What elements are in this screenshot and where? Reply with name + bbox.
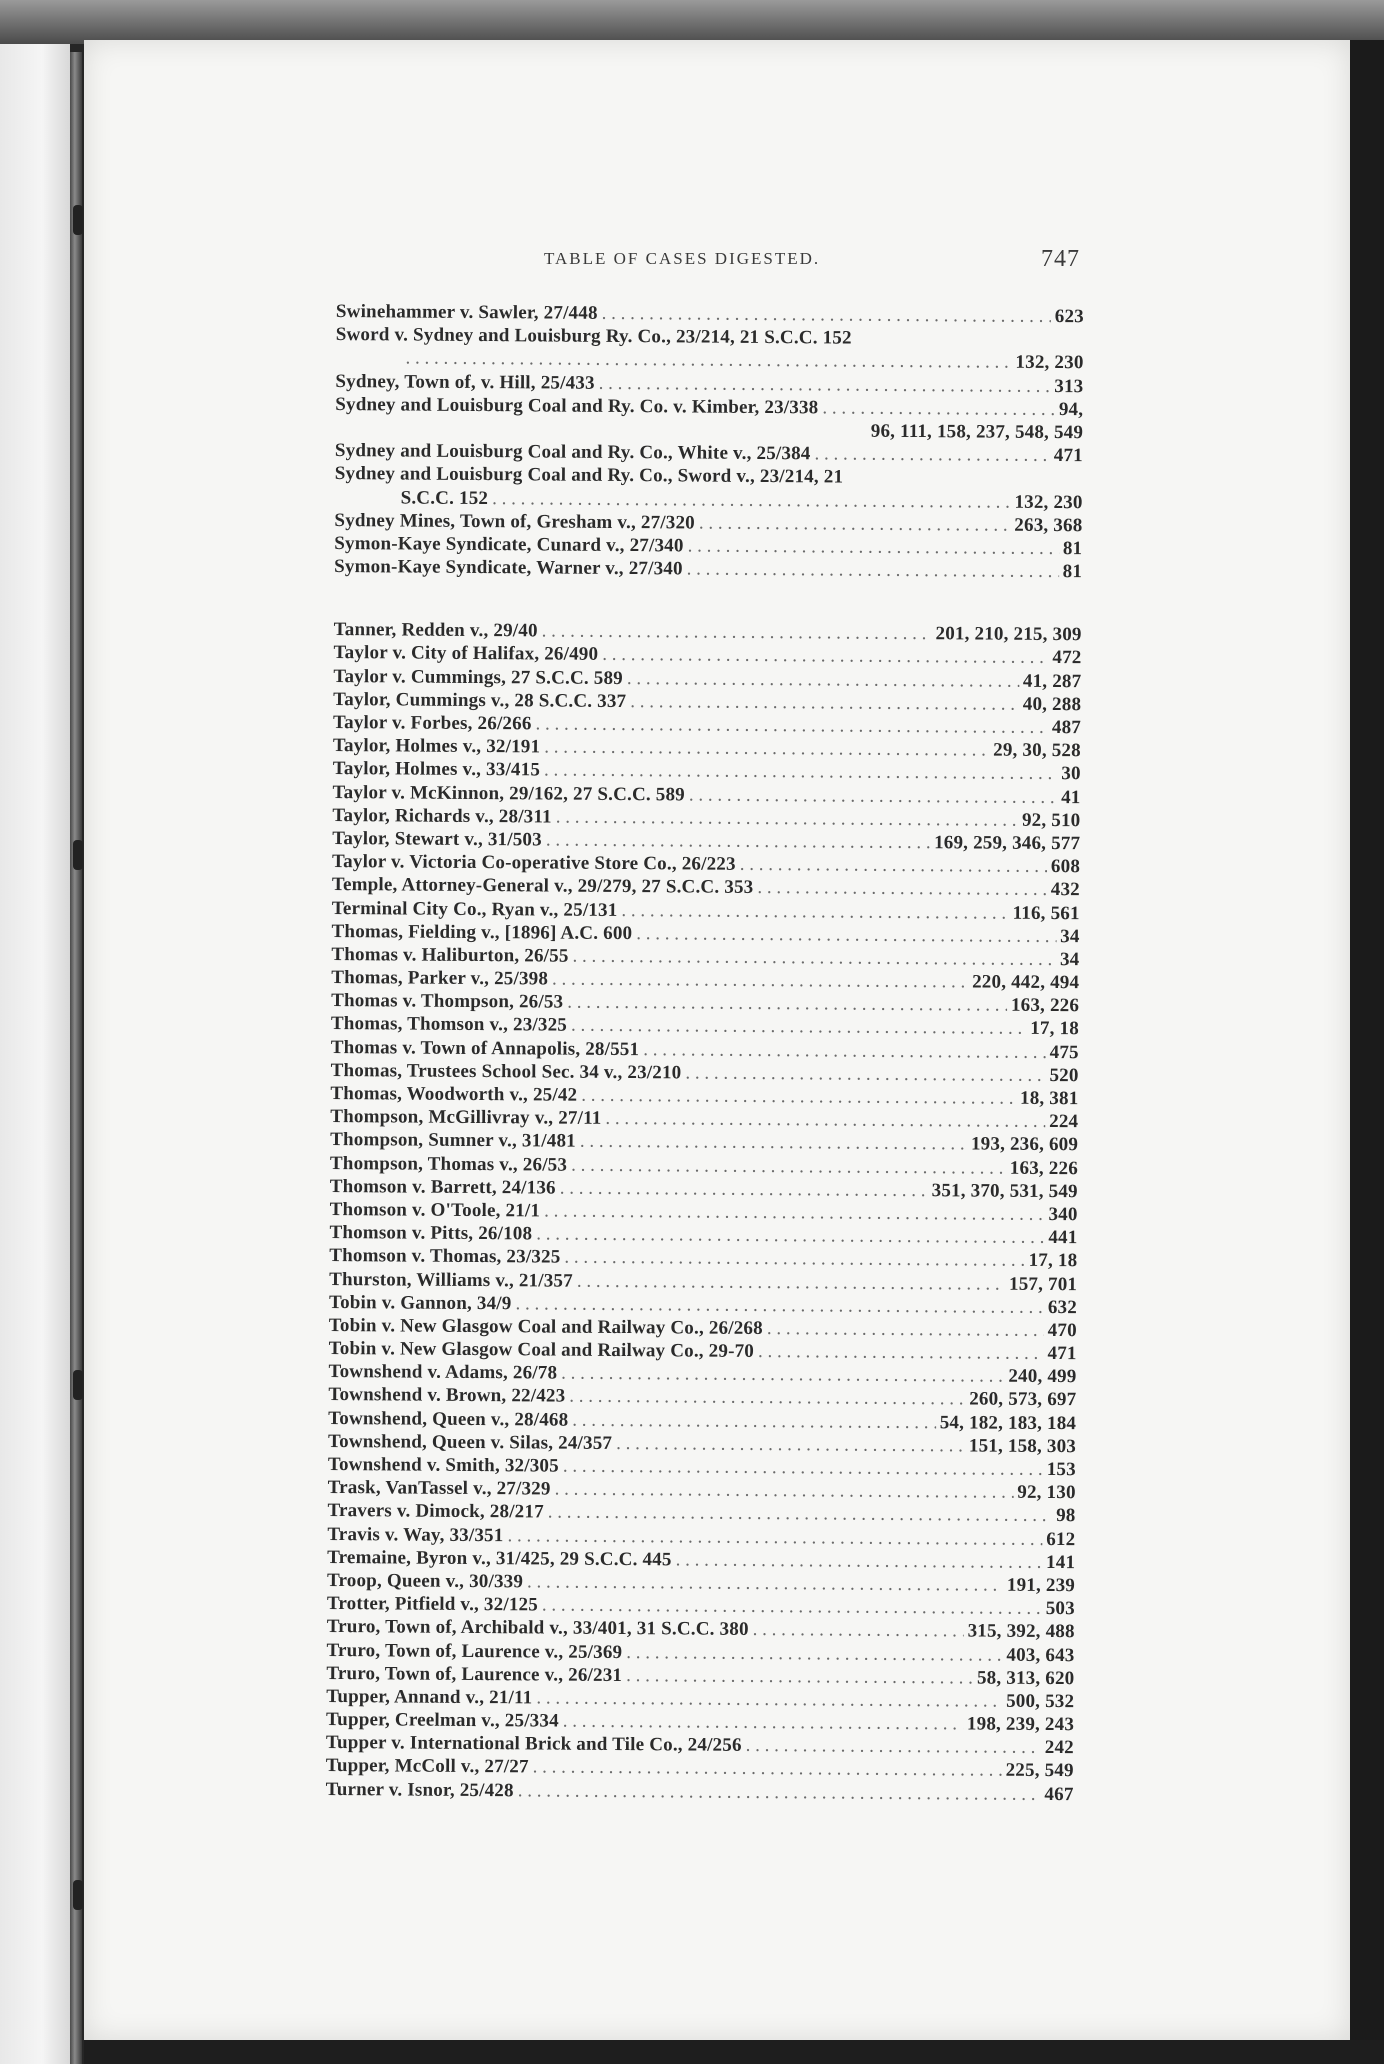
case-name: Thomas, Parker v., 25/398 bbox=[331, 967, 549, 990]
page-references: 487 bbox=[1051, 717, 1082, 739]
case-name: Taylor v. McKinnon, 29/162, 27 S.C.C. 589 bbox=[332, 781, 686, 806]
page-references: 116, 561 bbox=[1012, 902, 1080, 924]
case-name: Thompson, Thomas v., 26/53 bbox=[329, 1152, 568, 1176]
case-name: Troop, Queen v., 30/339 bbox=[326, 1569, 524, 1593]
page-references: 198, 239, 243 bbox=[966, 1713, 1075, 1736]
page-references: 163, 226 bbox=[1009, 1157, 1079, 1179]
case-name: Townshend, Queen v. Silas, 24/357 bbox=[327, 1430, 613, 1454]
dot-leader bbox=[556, 805, 1018, 831]
dot-leader bbox=[567, 991, 1007, 1017]
case-name: Sword v. Sydney and Louisburg Ry. Co., 23/214, 21 S.C.C. 152 bbox=[335, 324, 852, 349]
case-name: Taylor, Richards v., 28/311 bbox=[332, 804, 552, 828]
case-name: Sydney, Town of, v. Hill, 25/433 bbox=[335, 370, 595, 394]
case-name: Tanner, Redden v., 29/40 bbox=[333, 619, 538, 642]
case-name: Tobin v. New Glasgow Coal and Railway Co., 29-70 bbox=[328, 1338, 755, 1363]
binding-stitch bbox=[73, 1370, 83, 1400]
dot-leader bbox=[753, 1618, 964, 1643]
page-references: 313 bbox=[1054, 375, 1084, 397]
dot-leader bbox=[571, 1014, 1026, 1040]
case-name: Townshend, Queen v., 28/468 bbox=[328, 1407, 569, 1431]
page-references: 612 bbox=[1046, 1528, 1076, 1550]
page-references: 470 bbox=[1047, 1319, 1077, 1342]
page-references: 220, 442, 494 bbox=[972, 971, 1080, 994]
page-references: 193, 236, 609 bbox=[970, 1133, 1079, 1156]
dot-leader bbox=[544, 736, 989, 762]
case-name: Truro, Town of, Laurence v., 26/231 bbox=[326, 1662, 623, 1686]
dot-leader bbox=[822, 396, 1055, 421]
index-section-s bbox=[334, 300, 1084, 583]
dot-leader bbox=[563, 1455, 1043, 1482]
case-name: Tupper v. International Brick and Tile Co., 24/256 bbox=[325, 1732, 742, 1757]
page-references: 315, 392, 488 bbox=[967, 1620, 1075, 1643]
page-references: 472 bbox=[1052, 647, 1082, 669]
page-references: 263, 368 bbox=[1014, 514, 1083, 536]
case-name: Truro, Town of, Archibald v., 33/401, 31 S.C.C. 380 bbox=[326, 1616, 749, 1641]
case-name: Temple, Attorney-General v., 29/279, 27 S.C.C. 353 bbox=[331, 874, 754, 899]
case-name: Sydney Mines, Town of, Gresham v., 27/320 bbox=[334, 509, 695, 534]
page-references: 141 bbox=[1046, 1551, 1076, 1573]
binding-stitch bbox=[73, 840, 83, 870]
running-title: TABLE OF CASES DIGESTED. bbox=[544, 249, 821, 268]
page-references: 260, 573, 697 bbox=[969, 1388, 1077, 1411]
page-references: 17, 18 bbox=[1030, 1018, 1080, 1040]
scan-bottom-border bbox=[84, 2040, 1384, 2064]
case-name: Turner v. Isnor, 25/428 bbox=[325, 1778, 514, 1801]
page-references: 40, 288 bbox=[1022, 693, 1082, 716]
case-name: Thomson v. Pitts, 26/108 bbox=[329, 1222, 533, 1245]
page-references: 153 bbox=[1046, 1458, 1076, 1481]
dot-leader bbox=[552, 968, 968, 994]
page-references: 432 bbox=[1050, 879, 1080, 901]
case-name: Townshend v. Adams, 26/78 bbox=[328, 1361, 558, 1384]
dot-leader bbox=[626, 1664, 973, 1690]
case-name: Taylor, Holmes v., 33/415 bbox=[332, 758, 541, 781]
case-name: Taylor v. City of Halifax, 26/490 bbox=[333, 642, 599, 666]
binding-stitch bbox=[73, 1880, 83, 1910]
case-name: Thomas, Thomson v., 23/325 bbox=[330, 1013, 568, 1037]
case-name: Thomas v. Town of Annapolis, 28/551 bbox=[330, 1036, 640, 1060]
page-references: 441 bbox=[1048, 1227, 1078, 1249]
dot-leader bbox=[548, 1501, 1052, 1528]
case-name: Thomas v. Thompson, 26/53 bbox=[331, 990, 564, 1013]
case-name: Tobin v. New Glasgow Coal and Railway Co., 26/268 bbox=[328, 1314, 763, 1339]
case-name: Thompson, McGillivray v., 27/11 bbox=[330, 1106, 602, 1130]
case-name: Truro, Town of, Laurence v., 25/369 bbox=[326, 1639, 623, 1663]
page-references: 169, 259, 346, 577 bbox=[934, 832, 1081, 855]
dot-leader bbox=[758, 1340, 1044, 1365]
case-name: Sydney and Louisburg Coal and Ry. Co., Sword v., 23/214, 21 bbox=[334, 463, 844, 488]
dot-leader bbox=[689, 783, 1057, 809]
dot-leader bbox=[546, 828, 930, 854]
dot-leader bbox=[571, 1153, 1006, 1179]
page-references: 54, 182, 183, 184 bbox=[939, 1411, 1077, 1434]
page-references: 17, 18 bbox=[1028, 1250, 1078, 1272]
case-name: Townshend v. Smith, 32/305 bbox=[327, 1453, 559, 1477]
page-references: 30 bbox=[1061, 763, 1081, 785]
page-header bbox=[520, 246, 1080, 280]
page-references: 81 bbox=[1062, 537, 1083, 560]
case-name: Trotter, Pitfield v., 32/125 bbox=[326, 1593, 539, 1616]
dot-leader bbox=[685, 1061, 1045, 1087]
case-name: Thomson v. O'Toole, 21/1 bbox=[329, 1198, 541, 1222]
case-name: Thomas, Woodworth v., 25/42 bbox=[330, 1082, 578, 1106]
dot-leader bbox=[630, 690, 1019, 716]
page-references: 475 bbox=[1049, 1041, 1079, 1063]
dot-leader bbox=[580, 1130, 967, 1156]
page-references: 132, 230 bbox=[1014, 491, 1083, 513]
page-references: 92, 130 bbox=[1017, 1481, 1076, 1504]
dot-leader bbox=[536, 1686, 1002, 1712]
page-references: 58, 313, 620 bbox=[976, 1667, 1075, 1689]
page-references: 201, 210, 215, 309 bbox=[935, 623, 1082, 646]
case-name: Taylor v. Victoria Co-operative Store Co., 26/223 bbox=[332, 851, 736, 875]
dot-leader bbox=[581, 1084, 1016, 1110]
case-name: Taylor v. Cummings, 27 S.C.C. 589 bbox=[333, 665, 623, 689]
case-name: Thomson v. Thomas, 23/325 bbox=[329, 1245, 561, 1268]
dot-leader bbox=[643, 1038, 1046, 1064]
dot-leader bbox=[518, 1779, 1041, 1806]
page-references: 632 bbox=[1047, 1296, 1078, 1318]
dot-leader bbox=[676, 1548, 1043, 1574]
dot-leader bbox=[564, 1246, 1024, 1272]
page-references: 467 bbox=[1044, 1783, 1074, 1805]
dot-leader bbox=[687, 558, 1059, 584]
page-references: 520 bbox=[1049, 1064, 1079, 1087]
dot-leader bbox=[688, 534, 1059, 560]
scan-top-border bbox=[0, 0, 1384, 44]
page-references: 41 bbox=[1061, 786, 1081, 808]
dot-leader bbox=[757, 876, 1047, 901]
page-number: 747 bbox=[1041, 246, 1080, 272]
page-references: 41, 287 bbox=[1022, 670, 1082, 692]
page-references: 471 bbox=[1053, 445, 1084, 467]
page-references: 163, 226 bbox=[1010, 994, 1080, 1017]
dot-leader bbox=[572, 1408, 936, 1434]
page-references: 94, bbox=[1058, 398, 1084, 420]
case-name: S.C.C. 152 bbox=[400, 486, 489, 509]
dot-leader bbox=[569, 1385, 965, 1411]
page-references: 34 bbox=[1059, 948, 1080, 971]
dot-leader bbox=[627, 667, 1019, 693]
case-name: Sydney and Louisburg Coal and Ry. Co., White v., 25/384 bbox=[334, 440, 811, 465]
dot-leader bbox=[605, 1107, 1045, 1133]
page-references: 18, 381 bbox=[1019, 1087, 1079, 1110]
case-name: Travers v. Dimock, 28/217 bbox=[327, 1500, 544, 1523]
dot-leader bbox=[767, 1317, 1044, 1342]
case-name: Townshend v. Brown, 22/423 bbox=[328, 1384, 566, 1408]
page-references: 132, 230 bbox=[1015, 352, 1084, 374]
dot-leader bbox=[542, 620, 932, 646]
case-name: Thurston, Williams v., 21/357 bbox=[329, 1268, 573, 1292]
page-references: 503 bbox=[1045, 1598, 1075, 1620]
dot-leader bbox=[602, 643, 1048, 669]
page-references: 471 bbox=[1047, 1343, 1077, 1365]
dot-leader bbox=[814, 442, 1049, 467]
dot-leader bbox=[621, 899, 1008, 925]
scan-left-margin bbox=[0, 44, 70, 2064]
dot-leader bbox=[572, 945, 1056, 972]
dot-leader bbox=[533, 1756, 1002, 1782]
dot-leader bbox=[740, 853, 1047, 878]
page-references: 340 bbox=[1048, 1203, 1078, 1226]
case-name: Taylor, Cummings v., 28 S.C.C. 337 bbox=[333, 688, 627, 712]
case-name: Taylor v. Forbes, 26/266 bbox=[332, 711, 532, 735]
page-references: 403, 643 bbox=[1006, 1644, 1075, 1666]
case-name: Terminal City Co., Ryan v., 25/131 bbox=[331, 897, 618, 921]
index-entry bbox=[326, 1778, 1074, 1806]
case-name: Swinehammer v. Sawler, 27/448 bbox=[335, 300, 598, 324]
page-references: 81 bbox=[1062, 561, 1083, 583]
case-name: Thomas, Fielding v., [1896] A.C. 600 bbox=[331, 920, 633, 944]
case-name: Thomas v. Haliburton, 26/55 bbox=[331, 943, 569, 967]
scan-right-border bbox=[1350, 40, 1384, 2064]
page-references: 96, 111, 158, 237, 548, 549 bbox=[870, 420, 1084, 444]
dot-leader bbox=[560, 1176, 928, 1202]
section-gap bbox=[334, 578, 1082, 623]
page-references: 157, 701 bbox=[1008, 1273, 1078, 1295]
page-references: 240, 499 bbox=[1008, 1365, 1077, 1388]
binding-stitch bbox=[73, 205, 83, 235]
page-references: 351, 370, 531, 549 bbox=[931, 1179, 1078, 1202]
case-index bbox=[325, 300, 1084, 1845]
page-references: 225, 549 bbox=[1005, 1760, 1074, 1782]
dot-leader bbox=[542, 1594, 1042, 1621]
dot-leader bbox=[746, 1734, 1041, 1759]
case-name: Symon-Kaye Syndicate, Warner v., 27/340 bbox=[334, 556, 683, 580]
page-references: 191, 239 bbox=[1006, 1574, 1076, 1597]
case-name: Thomas, Trustees School Sec. 34 v., 23/210 bbox=[330, 1059, 682, 1084]
case-name: Travis v. Way, 33/351 bbox=[327, 1523, 504, 1546]
case-name: Sydney and Louisburg Coal and Ry. Co. v. Kimber, 23/338 bbox=[335, 393, 819, 419]
page-references: 92, 510 bbox=[1021, 809, 1081, 831]
case-name: Symon-Kaye Syndicate, Cunard v., 27/340 bbox=[334, 532, 684, 557]
case-name: Tupper, Creelman v., 25/334 bbox=[326, 1709, 559, 1732]
dot-leader bbox=[544, 1199, 1045, 1226]
page-references: 98 bbox=[1056, 1505, 1076, 1527]
dot-leader bbox=[599, 371, 1051, 397]
dot-leader bbox=[616, 1432, 965, 1458]
case-name: Tupper, Annand v., 21/11 bbox=[326, 1685, 533, 1709]
case-name: Trask, VanTassel v., 27/329 bbox=[327, 1477, 551, 1500]
page-references: 242 bbox=[1044, 1737, 1074, 1759]
case-name: Taylor, Stewart v., 31/503 bbox=[332, 827, 542, 851]
case-name: Thompson, Sumner v., 31/481 bbox=[330, 1129, 576, 1153]
dot-leader bbox=[602, 302, 1051, 328]
page-references: 29, 30, 528 bbox=[993, 739, 1081, 762]
dot-leader bbox=[626, 1641, 1002, 1667]
dot-leader bbox=[561, 1362, 1004, 1388]
page-references: 151, 158, 303 bbox=[968, 1435, 1077, 1458]
dot-leader bbox=[636, 922, 1056, 948]
case-name: Thomson v. Barrett, 24/136 bbox=[329, 1175, 556, 1199]
dot-leader bbox=[699, 511, 1011, 536]
page-references: 623 bbox=[1054, 306, 1084, 328]
book-spine bbox=[70, 52, 82, 2064]
dot-leader bbox=[577, 1269, 1005, 1295]
dot-leader bbox=[527, 1570, 1003, 1597]
page-references: 608 bbox=[1050, 856, 1081, 878]
case-name: Tremaine, Byron v., 31/425, 29 S.C.C. 445 bbox=[327, 1546, 672, 1571]
case-name: Tupper, McColl v., 27/27 bbox=[325, 1755, 529, 1778]
index-section-t bbox=[326, 618, 1082, 1806]
page-references: 224 bbox=[1049, 1111, 1079, 1133]
case-name: Tobin v. Gannon, 34/9 bbox=[328, 1291, 512, 1314]
case-name: Taylor, Holmes v., 32/191 bbox=[332, 735, 541, 758]
page-references: 34 bbox=[1060, 925, 1080, 947]
dot-leader bbox=[555, 1478, 1014, 1504]
dot-leader bbox=[563, 1710, 963, 1736]
page-references: 500, 532 bbox=[1006, 1690, 1075, 1713]
